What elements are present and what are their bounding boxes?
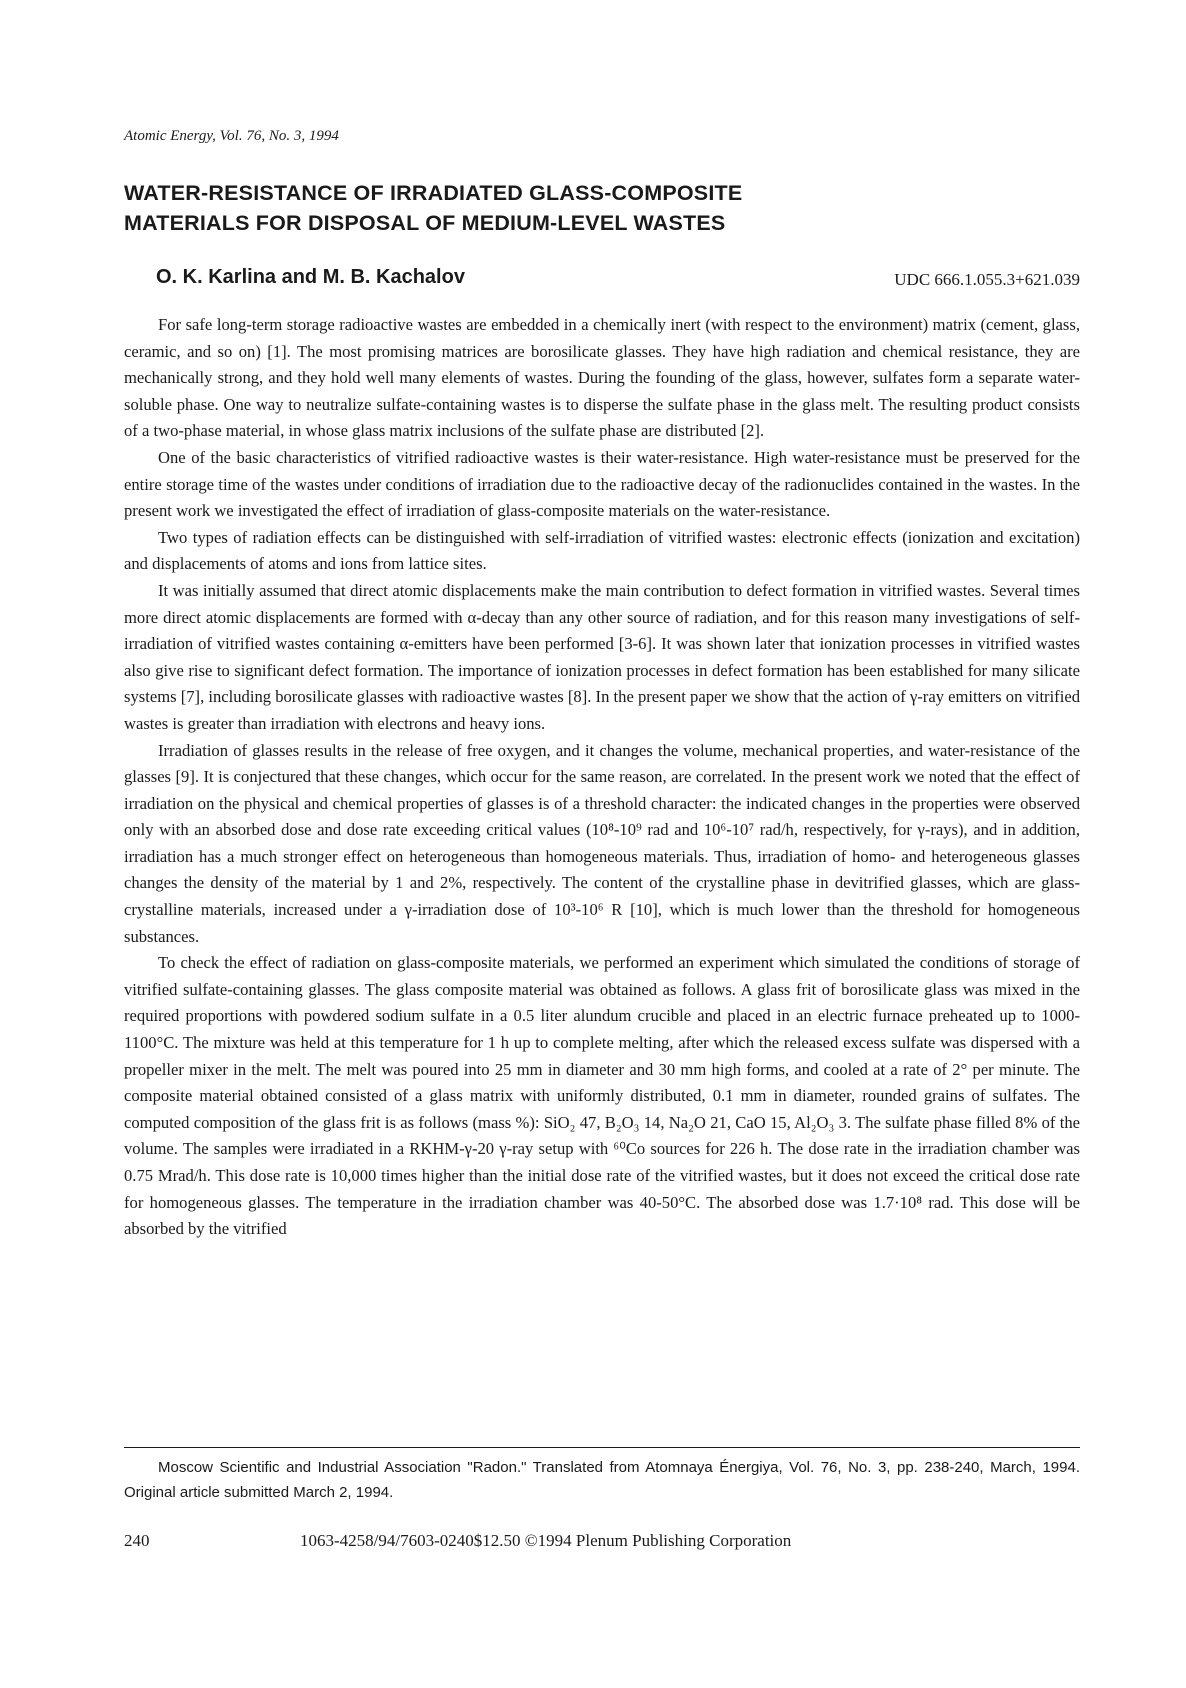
page-number: 240 xyxy=(124,1531,150,1550)
journal-citation: Atomic Energy, Vol. 76, No. 3, 1994 xyxy=(124,128,339,144)
authors: O. K. Karlina and M. B. Kachalov xyxy=(156,266,465,288)
paragraph-4: It was initially assumed that direct atomic displacements make the main contribution to defect formation in vitrified wastes. Several times more direct atomic displacements are formed with α-decay than any other source of radiation, and for this reason many investigations of self-irradiation of vitrified wastes containing α-emitters have been performed [3-6]. It was shown later that ionization processes in vitrified wastes also give rise to significant defect formation. The importance of ionization processes in defect formation has been established for many silicate systems [7], including borosilicate glasses with radioactive wastes [8]. In the present paper we show that the action of γ-ray emitters on vitrified wastes is greater than irradiation with electrons and heavy ions. xyxy=(124,580,1080,733)
copyright-line: 1063-4258/94/7603-0240$12.50 ©1994 Plenum Publishing Corporation xyxy=(300,1531,792,1550)
paragraph-3: Two types of radiation effects can be distinguished with self-irradiation of vitrified wastes: electronic effects (ionization and excitation) and displacements of atoms and ions from lattice sites. xyxy=(124,527,1080,574)
paragraph-2: One of the basic characteristics of vitrified radioactive wastes is their water-resistance. High water-resistance must be preserved for the entire storage time of the wastes under conditions of irradiation due to the radioactive decay of the radionuclides contained in the wastes. In the present work we investigated the effect of irradiation of glass-composite materials on the water-resistance. xyxy=(124,447,1080,521)
footnote: Moscow Scientific and Industrial Association "Radon." Translated from Atomnaya Énergiya, Vol. 76, No. 3, pp. 238-240, March, 1994. Original article submitted March 2, 1994. xyxy=(124,1459,1080,1501)
paragraph-5: Irradiation of glasses results in the release of free oxygen, and it changes the volume, mechanical properties, and water-resistance of the glasses [9]. It is conjectured that these changes, which occur for the same reason, are correlated. In the present work we noted that the effect of irradiation on the physical and chemical properties of glasses is of a threshold character: the indicated changes in the properties were observed only with an absorbed dose and dose rate exceeding critical values (10⁸-10⁹ rad and 10⁶-10⁷ rad/h, respectively, for γ-rays), and in addition, irradiation has a much stronger effect on heterogeneous than homogeneous materials. Thus, irradiation of homo- and heterogeneous glasses changes the density of the material by 1 and 2%, respectively. The content of the crystalline phase in devitrified glasses, which are glass-crystalline materials, increased under a γ-irradiation dose of 10³-10⁶ R [10], which is much lower than the threshold for homogeneous substances. xyxy=(124,740,1080,946)
article-title xyxy=(124,178,1074,238)
paragraph-1: For safe long-term storage radioactive wastes are embedded in a chemically inert (with respect to the environment) matrix (cement, glass, ceramic, and so on) [1]. The most promising matrices are borosilicate glasses. They have high radiation and chemical resistance, they are mechanically strong, and they hold well many elements of wastes. During the founding of the glass, however, sulfates form a separate water-soluble phase. One way to neutralize sulfate-containing wastes is to disperse the sulfate phase in the glass melt. The resulting product consists of a two-phase material, in whose glass matrix inclusions of the sulfate phase are distributed [2]. xyxy=(124,315,1080,441)
footnote-divider xyxy=(124,1447,1080,1448)
paragraph-6: To check the effect of radiation on glass-composite materials, we performed an experiment which simulated the conditions of storage of vitrified sulfate-containing glasses. The glass composite material was obtained as follows. A glass frit of borosilicate glass was mixed in the required proportions with powdered sodium sulfate in a 0.5 liter alundum crucible and placed in an electric furnace preheated up to 1000-1100°C. The mixture was held at this temperature for 1 h up to complete melting, after which the released excess sulfate was dispersed with a propeller mixer in the melt. The melt was poured into 25 mm in diameter and 30 mm high forms, and cooled at a rate of 2° per minute. The composite material obtained consisted of a glass matrix with uniformly distributed, 0.1 mm in diameter, rounded grains of sulfates. The computed composition of the glass frit is as follows (mass %): SiO₂ 47, B₂O₃ 14, Na₂O 21, CaO 15, Al₂O₃ 3. The sulfate phase filled 8% of the volume. The samples were irradiated in a RKHM-γ-20 γ-ray setup with ⁶⁰Co sources for 226 h. The dose rate in the irradiation chamber was 0.75 Mrad/h. This dose rate is 10,000 times higher than the initial dose rate of the vitrified wastes, but it does not exceed the critical dose rate for homogeneous glasses. The temperature in the irradiation chamber was 40-50°C. The absorbed dose was 1.7·10⁸ rad. This dose will be absorbed by the vitrified xyxy=(124,953,1080,1239)
title-line-2: MATERIALS FOR DISPOSAL OF MEDIUM-LEVEL WASTES xyxy=(124,211,726,235)
title-line-1: WATER-RESISTANCE OF IRRADIATED GLASS-COMPOSITE xyxy=(124,181,743,205)
udc-code: UDC 666.1.055.3+621.039 xyxy=(894,270,1080,289)
article-body xyxy=(124,312,1080,1243)
